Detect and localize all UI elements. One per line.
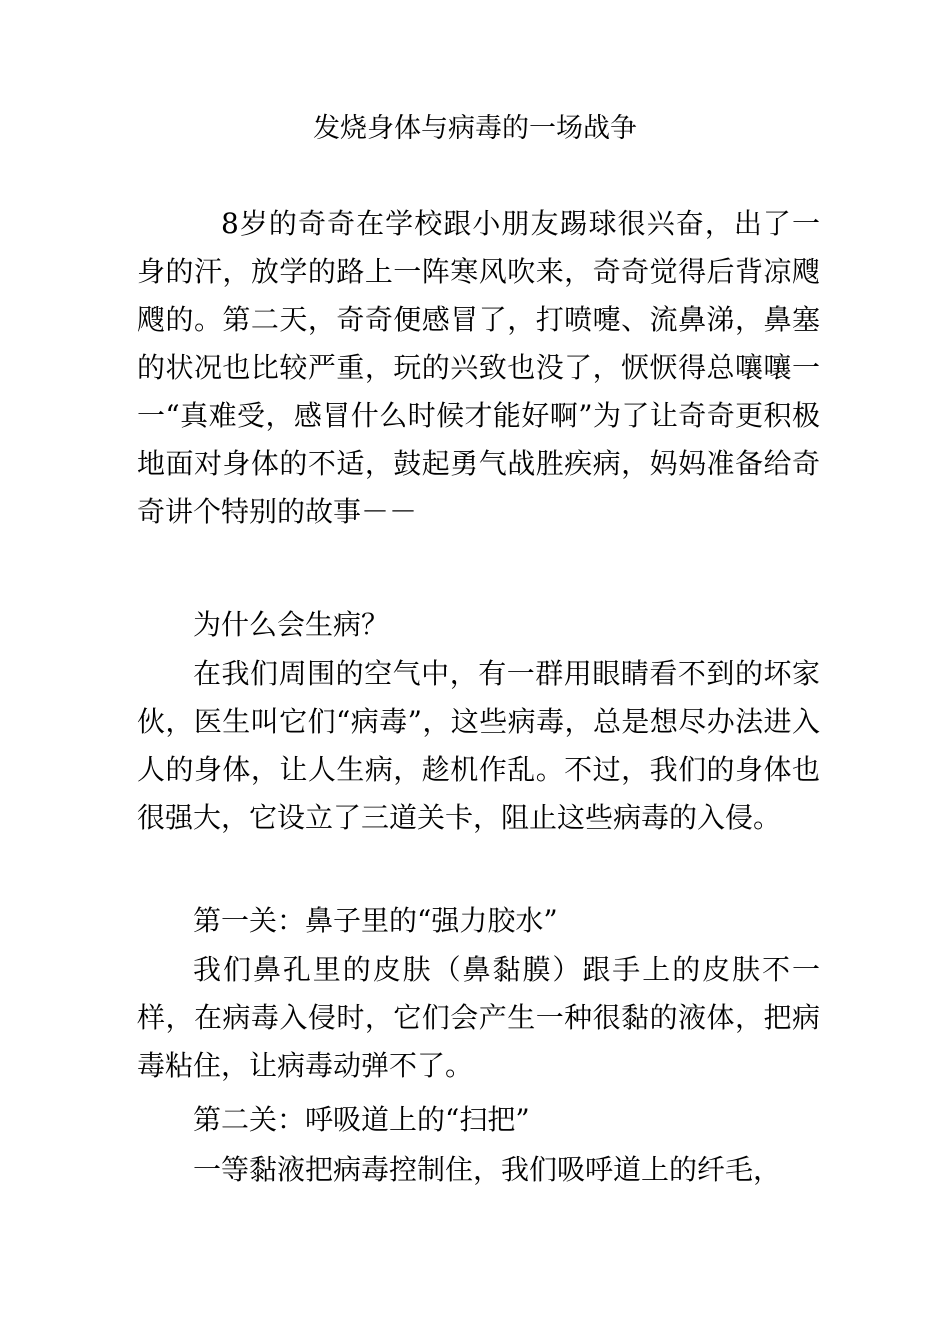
virus-explanation-paragraph: 在我们周围的空气中，有一群用眼睛看不到的坏家伙，医生叫它们“病毒”，这些病毒，总是想尽办法进入人的身体，让人生病，趁机作乱。不过，我们的身体也很强大，它设立了三道关卡，阻止这些病毒的入侵。	[137, 657, 820, 834]
second-barrier-paragraph: 一等黏液把病毒控制住，我们吸呼道上的纤毛，	[193, 1153, 782, 1186]
story-intro-paragraph: 8岁的奇奇在学校跟小朋友踢球很兴奋，出了一身的汗，放学的路上一阵寒风吹来，奇奇觉得后背凉飕飕的。第二天，奇奇便感冒了，打喷嚏、流鼻涕，鼻塞的状况也比较严重，玩的兴致也没了，恹恹得总嚷嚷一一“真难受，感冒什么时候才能好啊”为了让奇奇更积极地面对身体的不适，鼓起勇气战胜疾病，妈妈准备给奇奇讲个特别的故事－－	[137, 207, 820, 528]
section-heading-second-barrier: 第二关：呼吸道上的“扫把”	[193, 1103, 530, 1136]
document-title: 发烧身体与病毒的一场战争	[313, 113, 637, 144]
section-heading-why-sick: 为什么会生病？	[193, 608, 390, 641]
first-barrier-paragraph: 我们鼻孔里的皮肤（鼻黏膜）跟手上的皮肤不一样，在病毒入侵时，它们会产生一种很黏的液体，把病毒粘住，让病毒动弹不了。	[137, 953, 820, 1082]
section-heading-first-barrier: 第一关：鼻子里的“强力胶水”	[193, 904, 558, 937]
